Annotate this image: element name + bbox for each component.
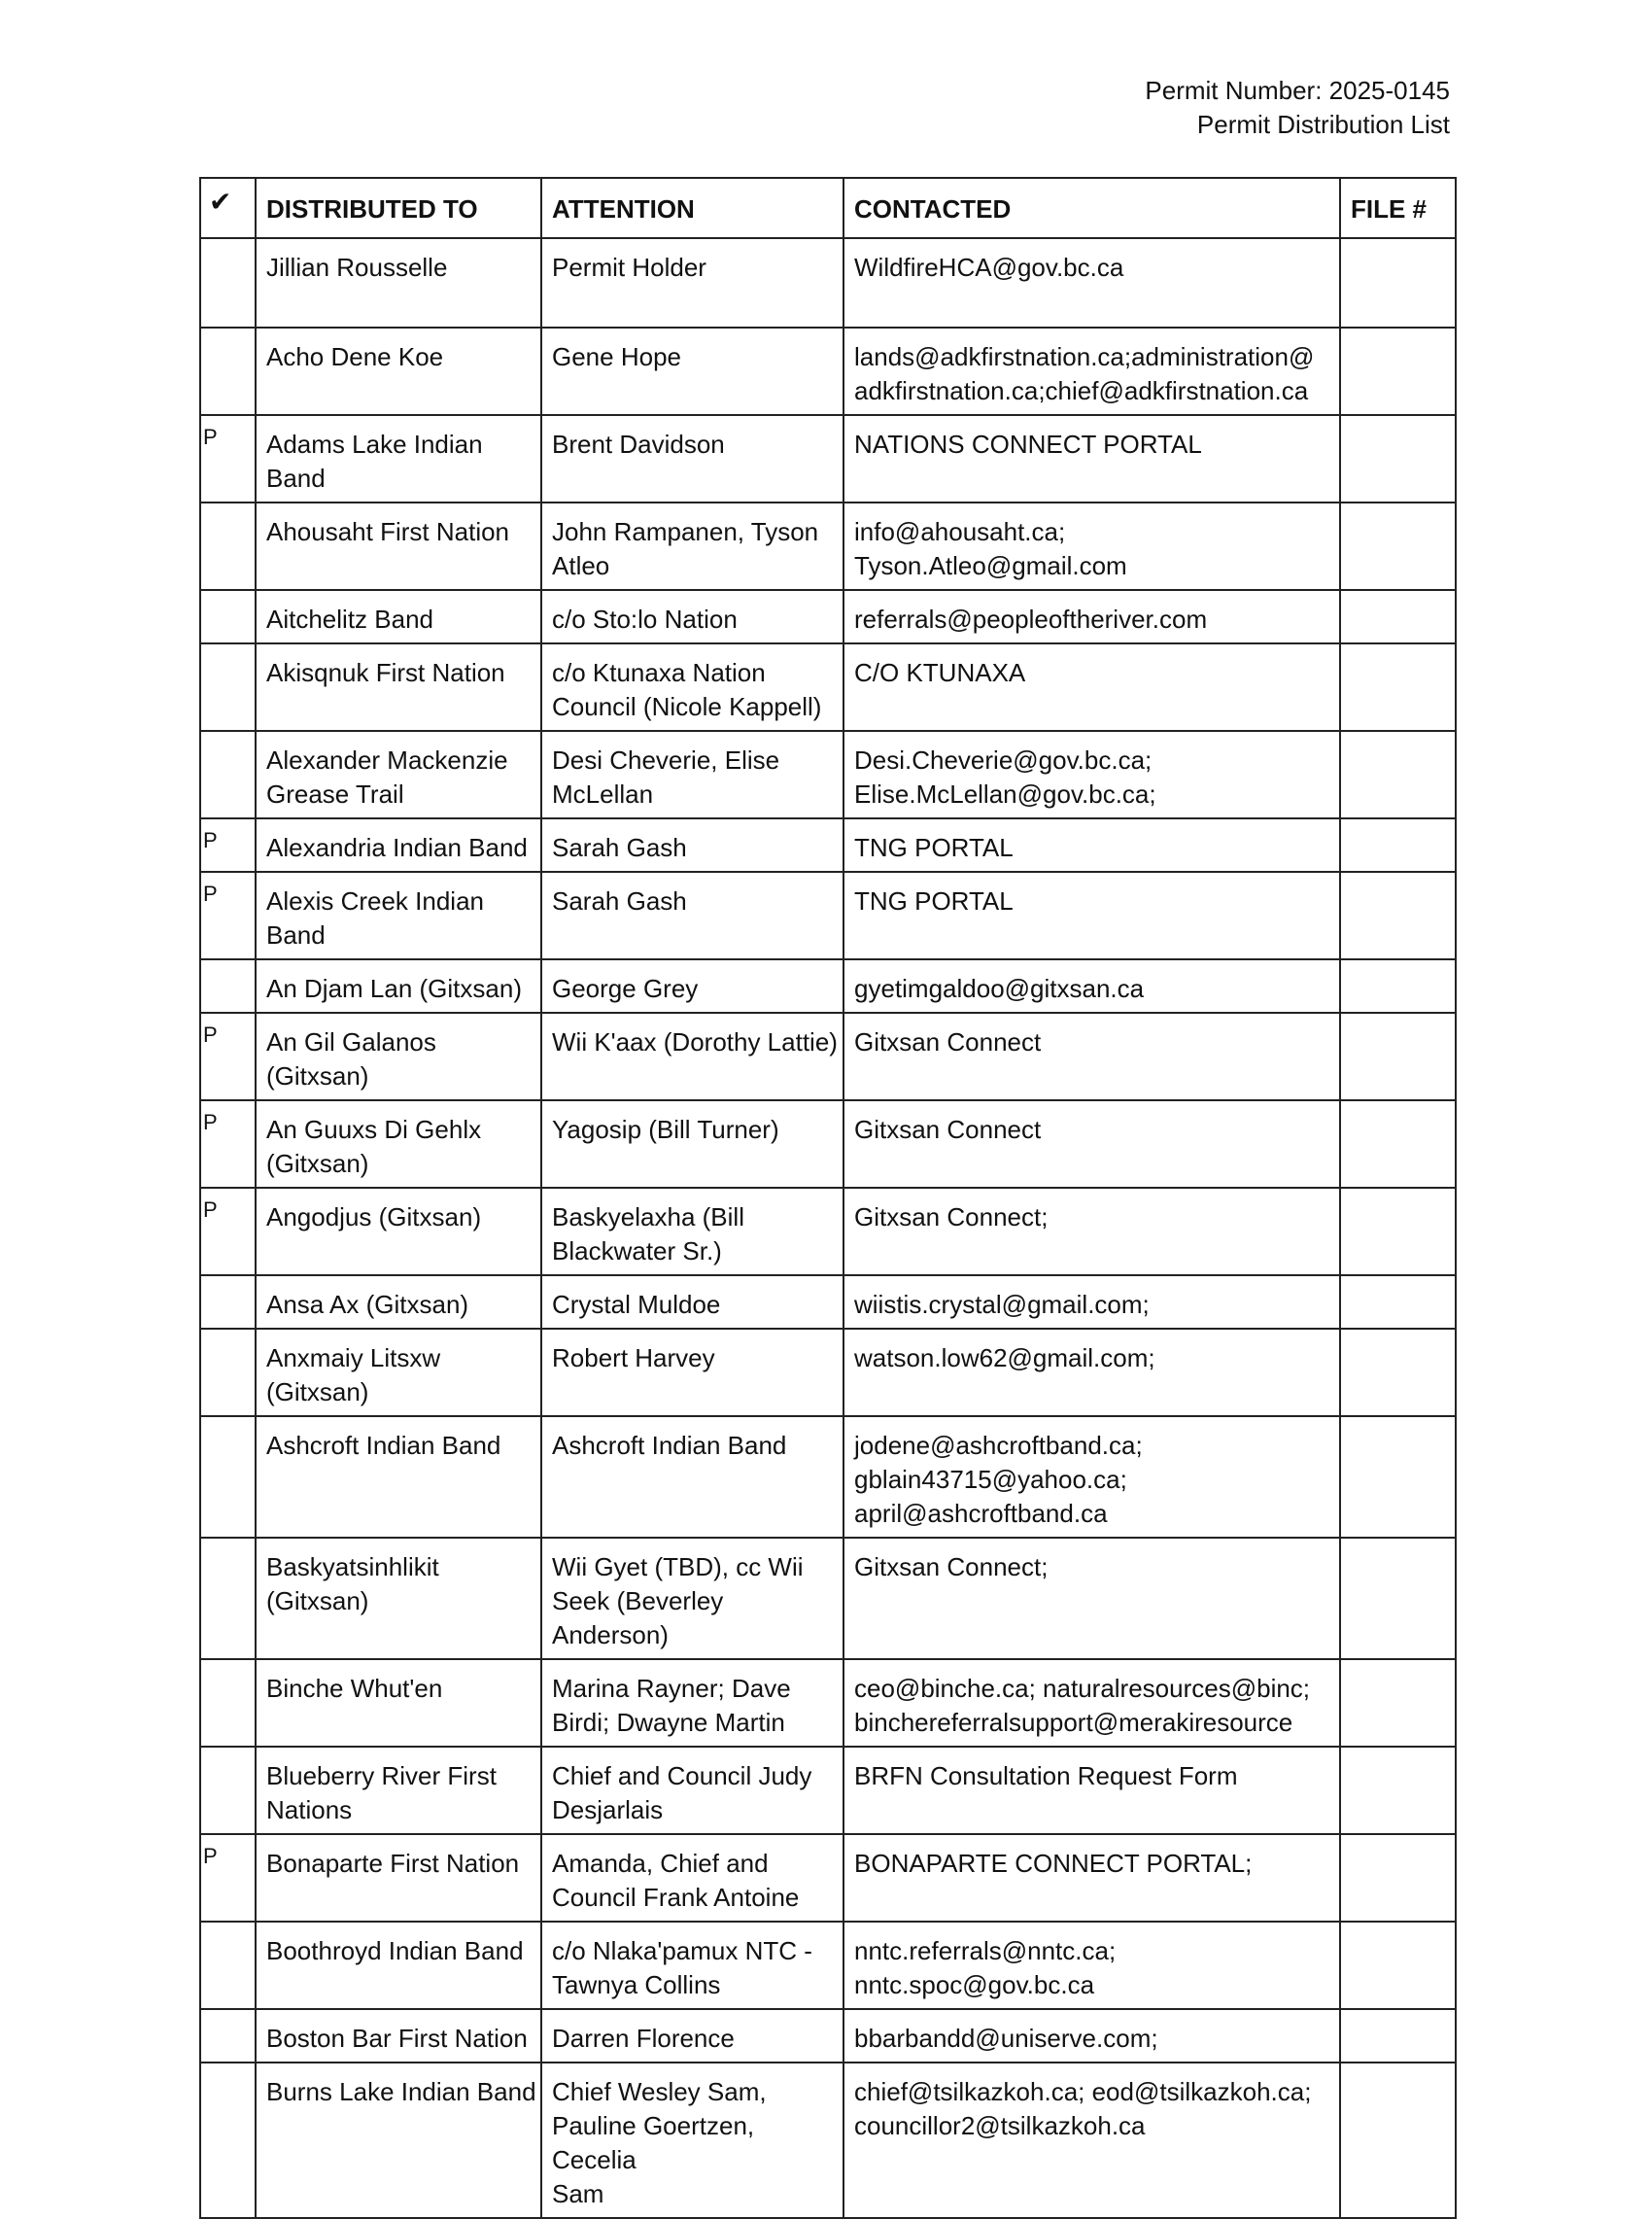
distributed-to-cell: Alexis Creek Indian Band <box>256 872 541 959</box>
check-mark <box>200 328 256 415</box>
distributed-to-cell: Alexandria Indian Band <box>256 818 541 872</box>
contacted-cell: Gitxsan Connect; <box>843 1188 1340 1275</box>
distributed-to-cell: Baskyatsinhlikit (Gitxsan) <box>256 1538 541 1659</box>
distributed-to-cell: Angodjus (Gitxsan) <box>256 1188 541 1275</box>
file-number-cell <box>1340 1100 1456 1188</box>
attention-cell: Ashcroft Indian Band <box>541 1416 843 1538</box>
attention-cell: Desi Cheverie, Elise McLellan <box>541 731 843 818</box>
file-number-cell <box>1340 731 1456 818</box>
contacted-cell: Desi.Cheverie@gov.bc.ca; Elise.McLellan@gov.bc.ca; <box>843 731 1340 818</box>
file-number-cell <box>1340 590 1456 643</box>
file-number-cell <box>1340 415 1456 503</box>
distributed-to-cell: Aitchelitz Band <box>256 590 541 643</box>
table-row <box>200 1013 1456 1100</box>
distributed-to-cell: Ahousaht First Nation <box>256 503 541 590</box>
check-mark <box>200 1416 256 1538</box>
check-mark: P <box>200 1834 256 1922</box>
attention-cell: Sarah Gash <box>541 818 843 872</box>
table-row <box>200 959 1456 1013</box>
attention-cell: George Grey <box>541 959 843 1013</box>
check-column-header: ✔ <box>200 178 256 238</box>
contacted-cell: lands@adkfirstnation.ca;administration@ adkfirstnation.ca;chief@adkfirstnation.ca <box>843 328 1340 415</box>
check-mark <box>200 238 256 328</box>
contacted-cell: TNG PORTAL <box>843 872 1340 959</box>
attention-cell: c/o Ktunaxa Nation Council (Nicole Kappell) <box>541 643 843 731</box>
distribution-table <box>199 177 1457 2219</box>
contacted-cell: chief@tsilkazkoh.ca; eod@tsilkazkoh.ca; councillor2@tsilkazkoh.ca <box>843 2063 1340 2218</box>
file-number-cell <box>1340 328 1456 415</box>
table-row <box>200 1659 1456 1747</box>
file-number-cell <box>1340 1013 1456 1100</box>
list-title: Permit Distribution List <box>1196 110 1450 139</box>
file-number-cell <box>1340 1659 1456 1747</box>
contacted-cell: jodene@ashcroftband.ca; gblain43715@yahoo.ca; april@ashcroftband.ca <box>843 1416 1340 1538</box>
file-number-cell <box>1340 959 1456 1013</box>
contacted-cell: BONAPARTE CONNECT PORTAL; <box>843 1834 1340 1922</box>
file-number-header: FILE # <box>1340 178 1456 238</box>
table-row <box>200 503 1456 590</box>
table-row <box>200 1834 1456 1922</box>
distributed-to-cell: Binche Whut'en <box>256 1659 541 1747</box>
table-body <box>200 238 1456 2218</box>
contacted-cell: referrals@peopleoftheriver.com <box>843 590 1340 643</box>
distributed-to-cell: An Gil Galanos (Gitxsan) <box>256 1013 541 1100</box>
contacted-cell: nntc.referrals@nntc.ca; nntc.spoc@gov.bc.ca <box>843 1922 1340 2009</box>
distributed-to-header: DISTRIBUTED TO <box>256 178 541 238</box>
check-mark <box>200 1329 256 1416</box>
attention-cell: c/o Nlaka'pamux NTC - Tawnya Collins <box>541 1922 843 2009</box>
file-number-cell <box>1340 1834 1456 1922</box>
attention-cell: Yagosip (Bill Turner) <box>541 1100 843 1188</box>
distributed-to-cell: Blueberry River First Nations <box>256 1747 541 1834</box>
distributed-to-cell: Akisqnuk First Nation <box>256 643 541 731</box>
check-mark: P <box>200 1188 256 1275</box>
file-number-cell <box>1340 818 1456 872</box>
attention-cell: Permit Holder <box>541 238 843 328</box>
file-number-cell <box>1340 1747 1456 1834</box>
attention-header: ATTENTION <box>541 178 843 238</box>
check-mark <box>200 2009 256 2063</box>
attention-cell: Wii K'aax (Dorothy Lattie) <box>541 1013 843 1100</box>
attention-cell: Brent Davidson <box>541 415 843 503</box>
distributed-to-cell: An Guuxs Di Gehlx (Gitxsan) <box>256 1100 541 1188</box>
table-row <box>200 1275 1456 1329</box>
table-row <box>200 1100 1456 1188</box>
distributed-to-cell: Acho Dene Koe <box>256 328 541 415</box>
contacted-cell: Gitxsan Connect <box>843 1100 1340 1188</box>
file-number-cell <box>1340 1538 1456 1659</box>
check-mark <box>200 1275 256 1329</box>
attention-cell: Darren Florence <box>541 2009 843 2063</box>
attention-cell: Marina Rayner; Dave Birdi; Dwayne Martin <box>541 1659 843 1747</box>
attention-cell: Robert Harvey <box>541 1329 843 1416</box>
file-number-cell <box>1340 1416 1456 1538</box>
table-row <box>200 643 1456 731</box>
table-row <box>200 731 1456 818</box>
check-mark <box>200 1538 256 1659</box>
table-row <box>200 1538 1456 1659</box>
distributed-to-cell: Boothroyd Indian Band <box>256 1922 541 2009</box>
contacted-cell: BRFN Consultation Request Form <box>843 1747 1340 1834</box>
attention-cell: Crystal Muldoe <box>541 1275 843 1329</box>
attention-cell: Gene Hope <box>541 328 843 415</box>
check-mark <box>200 643 256 731</box>
check-mark <box>200 959 256 1013</box>
contacted-cell: wiistis.crystal@gmail.com; <box>843 1275 1340 1329</box>
contacted-cell: bbarbandd@uniserve.com; <box>843 2009 1340 2063</box>
table-row <box>200 415 1456 503</box>
attention-cell: Chief and Council Judy Desjarlais <box>541 1747 843 1834</box>
file-number-cell <box>1340 1275 1456 1329</box>
table-row <box>200 1922 1456 2009</box>
permit-number: Permit Number: 2025-0145 <box>1145 76 1450 105</box>
attention-cell: John Rampanen, Tyson Atleo <box>541 503 843 590</box>
file-number-cell <box>1340 872 1456 959</box>
attention-cell: Baskyelaxha (Bill Blackwater Sr.) <box>541 1188 843 1275</box>
check-mark <box>200 1922 256 2009</box>
contacted-cell: gyetimgaldoo@gitxsan.ca <box>843 959 1340 1013</box>
check-mark: P <box>200 872 256 959</box>
table-row <box>200 1329 1456 1416</box>
distributed-to-cell: Ansa Ax (Gitxsan) <box>256 1275 541 1329</box>
check-mark: P <box>200 1100 256 1188</box>
table-row <box>200 590 1456 643</box>
table-header-row <box>200 178 1456 238</box>
table-row <box>200 238 1456 328</box>
file-number-cell <box>1340 503 1456 590</box>
contacted-cell: WildfireHCA@gov.bc.ca <box>843 238 1340 328</box>
distributed-to-cell: An Djam Lan (Gitxsan) <box>256 959 541 1013</box>
table-row <box>200 2009 1456 2063</box>
table-row <box>200 872 1456 959</box>
check-mark: P <box>200 1013 256 1100</box>
contacted-cell: info@ahousaht.ca; Tyson.Atleo@gmail.com <box>843 503 1340 590</box>
attention-cell: Amanda, Chief and Council Frank Antoine <box>541 1834 843 1922</box>
attention-cell: c/o Sto:lo Nation <box>541 590 843 643</box>
distributed-to-cell: Anxmaiy Litsxw (Gitxsan) <box>256 1329 541 1416</box>
table-row <box>200 1188 1456 1275</box>
distributed-to-cell: Alexander Mackenzie Grease Trail <box>256 731 541 818</box>
table-row <box>200 818 1456 872</box>
attention-cell: Sarah Gash <box>541 872 843 959</box>
distributed-to-cell: Jillian Rousselle <box>256 238 541 328</box>
table-row <box>200 1747 1456 1834</box>
distributed-to-cell: Ashcroft Indian Band <box>256 1416 541 1538</box>
contacted-cell: C/O KTUNAXA <box>843 643 1340 731</box>
contacted-cell: ceo@binche.ca; naturalresources@binc; binchereferralsupport@merakiresource <box>843 1659 1340 1747</box>
contacted-cell: watson.low62@gmail.com; <box>843 1329 1340 1416</box>
file-number-cell <box>1340 1188 1456 1275</box>
file-number-cell <box>1340 1329 1456 1416</box>
file-number-cell <box>1340 2009 1456 2063</box>
contacted-cell: Gitxsan Connect <box>843 1013 1340 1100</box>
table-row <box>200 2063 1456 2218</box>
file-number-cell <box>1340 1922 1456 2009</box>
file-number-cell <box>1340 643 1456 731</box>
file-number-cell <box>1340 2063 1456 2218</box>
contacted-cell: NATIONS CONNECT PORTAL <box>843 415 1340 503</box>
table-row <box>200 1416 1456 1538</box>
check-mark <box>200 731 256 818</box>
attention-cell: Wii Gyet (TBD), cc Wii Seek (Beverley Anderson) <box>541 1538 843 1659</box>
attention-cell: Chief Wesley Sam, Pauline Goertzen, Cecelia Sam <box>541 2063 843 2218</box>
distributed-to-cell: Burns Lake Indian Band <box>256 2063 541 2218</box>
file-number-cell <box>1340 238 1456 328</box>
distributed-to-cell: Adams Lake Indian Band <box>256 415 541 503</box>
contacted-cell: TNG PORTAL <box>843 818 1340 872</box>
distributed-to-cell: Boston Bar First Nation <box>256 2009 541 2063</box>
document-header <box>1145 74 1450 142</box>
check-mark <box>200 1659 256 1747</box>
check-mark <box>200 503 256 590</box>
distributed-to-cell: Bonaparte First Nation <box>256 1834 541 1922</box>
check-mark: P <box>200 415 256 503</box>
check-mark <box>200 590 256 643</box>
contacted-header: CONTACTED <box>843 178 1340 238</box>
table-row <box>200 328 1456 415</box>
check-mark <box>200 1747 256 1834</box>
contacted-cell: Gitxsan Connect; <box>843 1538 1340 1659</box>
check-mark: P <box>200 818 256 872</box>
check-mark <box>200 2063 256 2218</box>
